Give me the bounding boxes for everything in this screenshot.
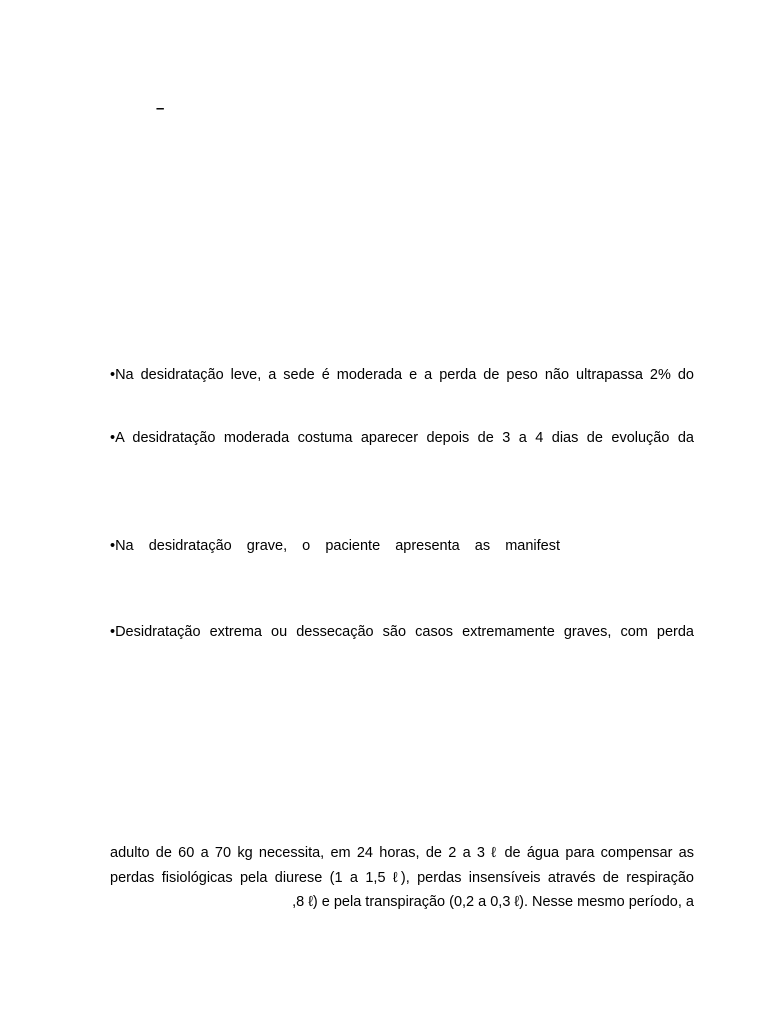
bullet-severe-dehydration: •Na desidratação grave, o paciente apresenta as manifest [110, 538, 560, 554]
bullet-extreme-dehydration: •Desidratação extrema ou dessecação são casos extremamente graves, com perda [110, 624, 694, 640]
paragraph-line-1: adulto de 60 a 70 kg necessita, em 24 horas, de 2 a 3 ℓ de água para compensar as [110, 845, 694, 861]
dash-mark: – [156, 100, 165, 117]
paragraph-line-3: ,8 ℓ) e pela transpiração (0,2 a 0,3 ℓ). Nesse mesmo período, a [292, 894, 694, 910]
bullet-moderate-dehydration: •A desidratação moderada costuma aparecer depois de 3 a 4 dias de evolução da [110, 430, 694, 446]
bullet-mild-dehydration: •Na desidratação leve, a sede é moderada e a perda de peso não ultrapassa 2% do [110, 367, 694, 383]
paragraph-line-2: perdas fisiológicas pela diurese (1 a 1,5 ℓ), perdas insensíveis através de respiração [110, 870, 694, 886]
